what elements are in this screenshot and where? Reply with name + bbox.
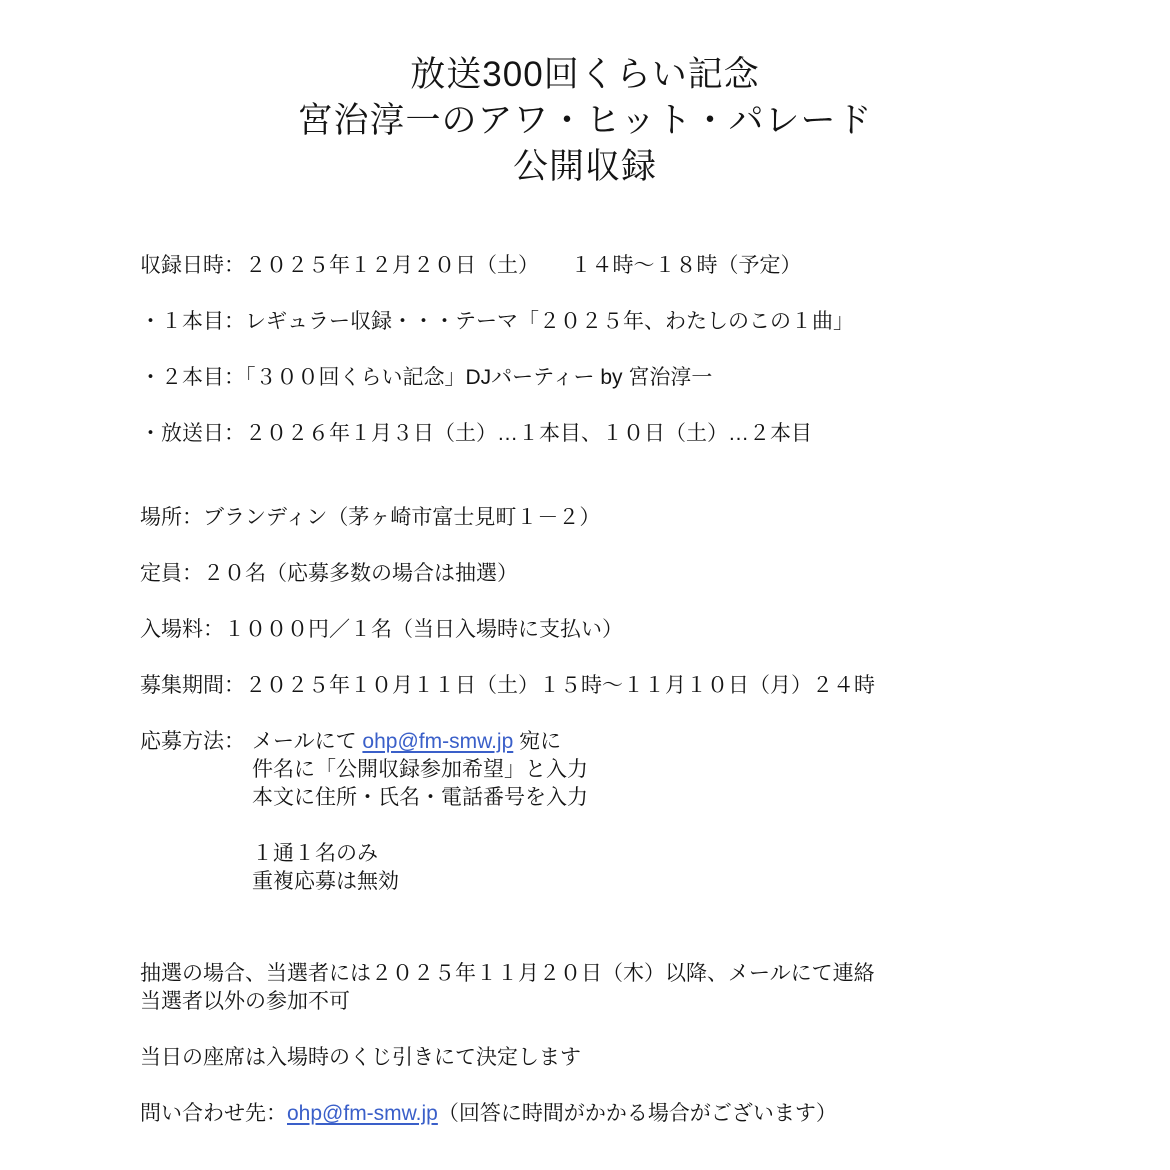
application-method-label: 応募方法： — [140, 730, 245, 753]
apply-note-one-per-mail: １通１名のみ — [252, 842, 378, 865]
seating-note: 当日の座席は入場時のくじ引きにて決定します — [140, 1046, 581, 1069]
program-item-1: ・１本目：レギュラー収録・・・テーマ「２０２５年、わたしのこの１曲」 — [140, 310, 854, 333]
application-method-details — [252, 728, 588, 896]
broadcast-date: ・放送日：２０２６年１月３日（土）…１本目、１０日（土）…２本目 — [140, 422, 812, 445]
application-email-link[interactable]: ohp@fm-smw.jp — [362, 730, 514, 753]
apply-email-suffix: 宛に — [513, 730, 562, 753]
flyer-body — [140, 252, 1110, 1128]
admission-fee: 入場料：１０００円／１名（当日入場時に支払い） — [140, 618, 623, 641]
application-method — [140, 728, 1110, 896]
lottery-note-2: 当選者以外の参加不可 — [140, 990, 350, 1013]
recording-datetime: 収録日時：２０２５年１２月２０日（土） １４時〜１８時（予定） — [140, 254, 802, 277]
capacity: 定員：２０名（応募多数の場合は抽選） — [140, 562, 518, 585]
contact-suffix: （回答に時間がかかる場合がございます） — [437, 1102, 837, 1125]
title-line-public-recording: 公開収録 — [512, 147, 657, 186]
application-period: 募集期間：２０２５年１０月１１日（土）１５時〜１１月１０日（月）２４時 — [140, 674, 875, 697]
apply-line-subject: 件名に「公開収録参加希望」と入力 — [252, 758, 588, 781]
title-line-program-name: 宮治淳一のアワ・ヒット・パレード — [297, 101, 873, 140]
title-line-anniversary: 放送300回くらい記念 — [410, 55, 760, 94]
apply-note-duplicates: 重複応募は無効 — [252, 870, 399, 893]
contact-line — [140, 1100, 1110, 1128]
apply-line-email — [252, 728, 588, 756]
contact-email-link[interactable]: ohp@fm-smw.jp — [287, 1102, 438, 1125]
program-item-2: ・２本目：「３００回くらい記念」DJパーティー by 宮治淳一 — [140, 366, 713, 389]
apply-line-body: 本文に住所・氏名・電話番号を入力 — [252, 786, 588, 809]
lottery-note-1: 抽選の場合、当選者には２０２５年１１月２０日（木）以降、メールにて連絡 — [140, 962, 875, 985]
apply-email-prefix: メールにて — [252, 730, 363, 753]
contact-prefix: 問い合わせ先： — [140, 1102, 287, 1125]
flyer-title — [0, 0, 1170, 190]
venue: 場所：ブランディン（茅ヶ崎市富士見町１－２） — [140, 506, 601, 529]
